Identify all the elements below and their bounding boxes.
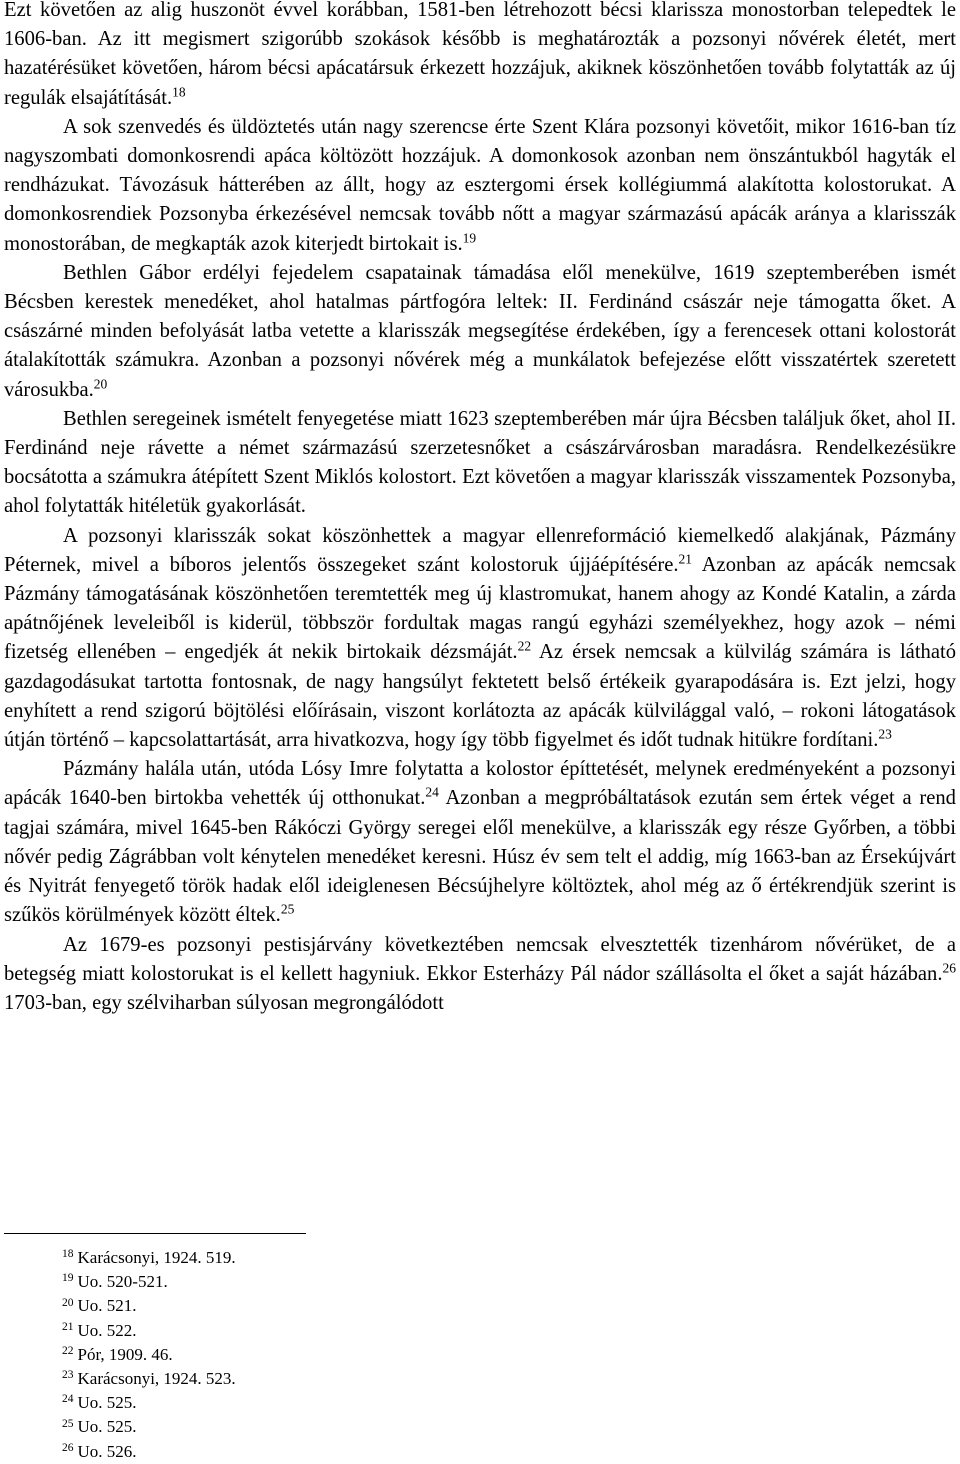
footnote-reference: 23 — [878, 726, 892, 742]
footnote-text: Uo. 520-521. — [77, 1272, 168, 1292]
footnote-reference: 26 — [942, 960, 956, 976]
footnote-number: 24 — [62, 1393, 74, 1406]
paragraph — [4, 931, 956, 1019]
paragraph — [4, 405, 956, 522]
paragraph — [4, 259, 956, 405]
footnote-text: Uo. 525. — [77, 1393, 137, 1413]
paragraph-text: Bethlen Gábor erdélyi fejedelem csapatainak támadása elől menekülve, 1619 szeptemberében ismét Bécsben kerestek menedéket, ahol hatalmas pártfogóra leltek: II. Ferdinánd császár neje támogatta őket. A császárné minden befolyását latba vetette a klarisszák megsegítése érdekében, így a ferencesek ottani kolostorát átalakították számukra. Azonban a pozsonyi nővérek még a munkálatok befejezése előtt visszatértek szeretett városukba. — [4, 261, 956, 401]
paragraph — [4, 755, 956, 930]
footnote-reference: 22 — [517, 639, 532, 655]
footnote-text: Uo. 525. — [77, 1417, 137, 1437]
footnote-number: 20 — [62, 1296, 74, 1309]
footnote-reference: 24 — [425, 785, 439, 801]
paragraph-text: 1703-ban, egy szélviharban súlyosan megrongálódott — [4, 991, 444, 1014]
footnote-text: Pór, 1909. 46. — [77, 1344, 173, 1364]
footnote — [62, 1415, 236, 1439]
footnote-text: Karácsonyi, 1924. 523. — [77, 1369, 236, 1389]
footnote-text: Uo. 521. — [77, 1296, 137, 1316]
body-text — [4, 0, 956, 1018]
paragraph-text: Azonban a megpróbáltatások ezután sem értek véget a rend tagjai számára, mivel 1645-ben Rákóczi György seregei elől menekülve, a klarisszák egy része Győrben, a többi nővér pedig Zágrábban volt kénytelen menedéket keresni. Húsz év sem telt el addig, míg 1663-ban az Érsekújvárt és Nyitrát fenyegető török hadak elől ideiglenesen Bécsújhelyre költöztek, ahol még az ő értékrendjük szerint is szűkös körülmények között éltek. — [4, 787, 956, 927]
footnote-number: 23 — [62, 1369, 74, 1382]
footnote-number: 19 — [62, 1272, 74, 1285]
footnotes — [62, 1246, 236, 1464]
footnote-number: 21 — [62, 1320, 74, 1333]
paragraph-text: Az érsek nemcsak a külvilág számára is látható gazdagodásukat tartotta fontosnak, de nagy hangsúlyt fektetett belső értékeik gyarapodására is. Ezt jelzi, hogy enyhített a rend szigorú böjtölési előírásain, viszont korlátozta az apácák külvilággal való, – rokoni látogatások útján történő – kapcsolattartását, arra hivatkozva, hogy így több figyelmet és időt tudnak hitükre fordítani. — [4, 641, 956, 752]
paragraph-text: Ezt követően az alig huszonöt évvel korábban, 1581-ben létrehozott bécsi klarissza monostorban telepedtek le 1606-ban. Az itt megismert szigorúbb szokások később is meghatározták a pozsonyi nővérek életét, mert hazatérésüket követően, három bécsi apácatársuk érkezett hozzájuk, akiknek köszönhetően tovább folytatták az új regulák elsajátítását. — [4, 0, 956, 109]
paragraph-text: Azonban az apácák nemcsak Pázmány támogatásának köszönhetően teremtették meg új klastromukat, hanem ahogy az Kondé Katalin, a zárda apátnőjének leveleiből is kiderül, többször fordultak magas rangú egyházi személyekhez, hogy azok – némi fizetség ellenében – engedjék át nekik birtokaik dézsmáját. — [4, 553, 956, 664]
footnote-separator — [4, 1233, 306, 1234]
footnote-reference: 20 — [93, 376, 108, 392]
footnote-number: 25 — [62, 1417, 74, 1430]
footnote — [62, 1246, 236, 1270]
paragraph-text: A pozsonyi klarisszák sokat köszönhettek a magyar ellenreformáció kiemelkedő alakjának, Pázmány Péternek, mivel a bíboros jelentős összegeket szánt kolostoruk újjáépítésére. — [4, 524, 956, 576]
footnote-reference: 19 — [462, 230, 477, 246]
footnote — [62, 1440, 236, 1464]
footnote-text: Karácsonyi, 1924. 519. — [77, 1248, 236, 1267]
footnote — [62, 1319, 236, 1343]
footnote-text: Uo. 526. — [77, 1441, 137, 1461]
paragraph-text: Pázmány halála után, utóda Lósy Imre folytatta a kolostor építtetését, melynek eredményeként a pozsonyi apácák 1640-ben birtokba vehették új otthonukat. — [4, 758, 956, 810]
footnote-reference: 21 — [678, 551, 692, 567]
footnote — [62, 1270, 236, 1294]
footnote — [62, 1391, 236, 1415]
paragraph-text: Bethlen seregeinek ismételt fenyegetése miatt 1623 szeptemberében már újra Bécsben találjuk őket, ahol II. Ferdinánd neje rávette a német származású szerzetesnőket a császárvárosban maradásra. Rendelkezésükre bocsátotta a számukra átépített Szent Miklós kolostort. Ezt követően a magyar klarisszák visszamentek Pozsonyba, ahol folytatták hitéletük gyakorlását. — [4, 407, 956, 518]
footnote-number: 18 — [62, 1248, 74, 1261]
footnote-reference: 25 — [280, 901, 295, 917]
paragraph-text: Az 1679-es pozsonyi pestisjárvány következtében nemcsak elvesztették tizenhárom nővérüket, de a betegség miatt kolostorukat is el kellett hagyniuk. Ekkor Esterházy Pál nádor szállásolta el őket a saját házában. — [4, 933, 956, 985]
footnote-number: 26 — [62, 1441, 74, 1454]
footnote-text: Uo. 522. — [77, 1320, 137, 1340]
footnote — [62, 1343, 236, 1367]
paragraph-text: A sok szenvedés és üldöztetés után nagy szerencse érte Szent Klára pozsonyi követőit, mikor 1616-ban tíz nagyszombati domonkosrendi apáca költözött hozzájuk. A domonkosok azonban nem önszántukból hagyták el rendházukat. Távozásuk hátterében az állt, hogy az esztergomi érsek kollégiummá alakította kolostorukat. A domonkosrendiek Pozsonyba érkezésével nemcsak tovább nőtt a magyar származású apácák aránya a klarisszák monostorában, de megkapták azok kiterjedt birtokait is. — [4, 115, 956, 255]
footnote — [62, 1367, 236, 1391]
paragraph — [4, 522, 956, 756]
footnote — [62, 1294, 236, 1318]
footnote-number: 22 — [62, 1345, 74, 1358]
footnote-reference: 18 — [172, 84, 186, 100]
paragraph — [4, 113, 956, 259]
paragraph — [4, 0, 956, 113]
